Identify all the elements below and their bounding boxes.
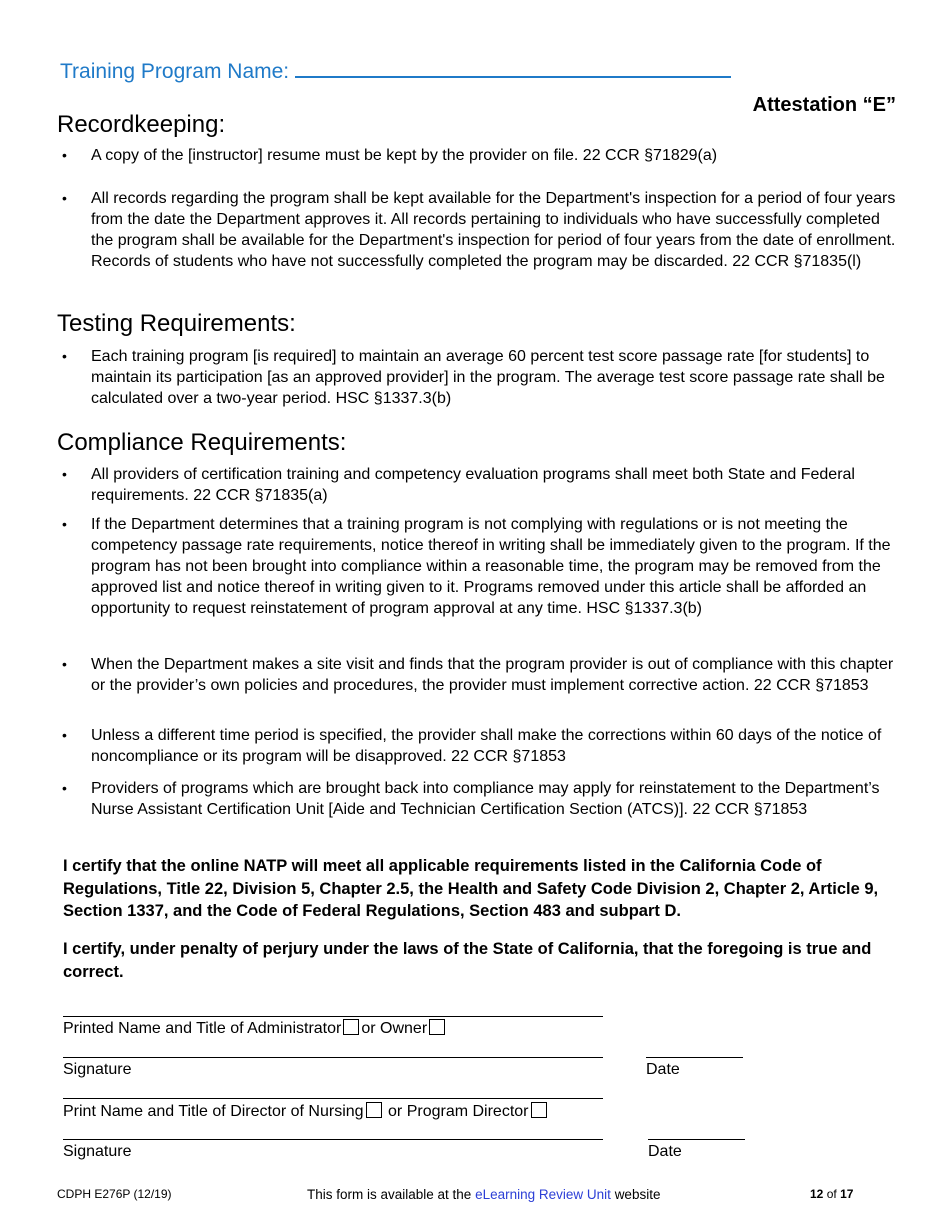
testing-title: Testing Requirements: <box>57 310 296 337</box>
don-name-label: Print Name and Title of Director of Nursing <box>63 1103 364 1120</box>
don-name-row <box>63 1102 549 1121</box>
footer-availability <box>307 1187 660 1202</box>
compliance-list-4 <box>58 725 898 767</box>
admin-name-line[interactable] <box>63 1016 603 1017</box>
program-director-checkbox[interactable] <box>531 1102 547 1118</box>
signature-label-2: Signature <box>63 1143 132 1160</box>
footer-suffix: website <box>614 1187 661 1202</box>
signature-label-1: Signature <box>63 1061 132 1078</box>
program-name-field[interactable] <box>60 54 731 84</box>
page-total: 17 <box>840 1187 854 1201</box>
signature-line-1[interactable] <box>63 1057 603 1058</box>
recordkeeping-title: Recordkeeping: <box>57 111 226 138</box>
compliance-title: Compliance Requirements: <box>57 429 347 456</box>
list-item: • Each training program [is required] to maintain an average 60 percent test score passage rate [for students] to maintain its participation [as an approved provider] in the program. The average test score passage rate shall be calculated over a two-year period. HSC §1337.3(b) <box>58 346 898 409</box>
footer-prefix: This form is available at the <box>307 1187 472 1202</box>
compliance-list <box>58 464 898 506</box>
date-line-1[interactable] <box>646 1057 743 1058</box>
attestation-heading: Attestation “E” <box>752 94 896 116</box>
owner-label: or Owner <box>361 1020 428 1037</box>
recordkeeping-list <box>58 145 898 166</box>
list-item: • All records regarding the program shall be kept available for the Department's inspection for a period of four years from the date the Department approves it. All records pertaining to individuals who have successfully completed the program shall be available for the Department's inspection for period of four years from the date of enrollment. Records of students who have not successfully completed the program may be discarded. 22 CCR §71835(l) <box>58 188 898 272</box>
admin-name-row <box>63 1019 447 1038</box>
administrator-checkbox[interactable] <box>343 1019 359 1035</box>
page-current: 12 <box>810 1187 824 1201</box>
program-name-label: Training Program Name: <box>60 60 290 83</box>
list-item: • If the Department determines that a training program is not complying with regulations or is not meeting the competency passage rate requirements, notice thereof in writing shall be immediately given to the program. If the program has not been brought into compliance within a reasonable time, the program may be removed from the approved list and notice thereof in writing given to it. Programs removed under this article shall be afforded an opportunity to request reinstatement of program approval at any time. HSC §1337.3(b) <box>58 514 901 619</box>
signature-line-2[interactable] <box>63 1139 603 1140</box>
form-id: CDPH E276P (12/19) <box>57 1187 172 1201</box>
list-item: • A copy of the [instructor] resume must be kept by the provider on file. 22 CCR §71829(a) <box>58 145 898 166</box>
testing-list <box>58 346 898 409</box>
list-item: • All providers of certification training and competency evaluation programs shall meet both State and Federal requirements. 22 CCR §71835(a) <box>58 464 898 506</box>
certification-statement: I certify that the online NATP will meet all applicable requirements listed in the California Code of Regulations, Title 22, Division 5, Chapter 2.5, the Health and Safety Code Division 2, Chapter 2, Article 9, Section 1337, and the Code of Federal Regulations, Section 483 and subpart D. <box>63 857 879 920</box>
date-label-2: Date <box>648 1143 682 1160</box>
compliance-list-3 <box>58 654 898 696</box>
page-of: of <box>826 1187 837 1201</box>
recordkeeping-list-2 <box>58 188 898 272</box>
compliance-list-2 <box>58 514 901 619</box>
perjury-statement: I certify, under penalty of perjury under the laws of the State of California, that the foregoing is true and correct. <box>63 940 872 981</box>
owner-checkbox[interactable] <box>429 1019 445 1035</box>
program-director-label: or Program Director <box>388 1103 529 1120</box>
don-name-line[interactable] <box>63 1098 603 1099</box>
date-label-1: Date <box>646 1061 680 1078</box>
page-number <box>810 1187 853 1201</box>
director-of-nursing-checkbox[interactable] <box>366 1102 382 1118</box>
list-item: • Unless a different time period is specified, the provider shall make the corrections within 60 days of the notice of noncompliance or its program will be disapproved. 22 CCR §71853 <box>58 725 898 767</box>
list-item: • When the Department makes a site visit and finds that the program provider is out of compliance with this chapter or the provider’s own policies and procedures, the provider must implement corrective action. 22 CCR §71853 <box>58 654 898 696</box>
compliance-list-5 <box>58 778 898 820</box>
program-name-blank[interactable] <box>295 54 731 78</box>
list-item: • Providers of programs which are brought back into compliance may apply for reinstatement to the Department’s Nurse Assistant Certification Unit [Aide and Technician Certification Section (ATCS)]. 22 CCR §71853 <box>58 778 898 820</box>
elearning-review-unit-link[interactable]: eLearning Review Unit <box>475 1187 611 1202</box>
admin-name-label: Printed Name and Title of Administrator <box>63 1020 342 1037</box>
date-line-2[interactable] <box>648 1139 745 1140</box>
